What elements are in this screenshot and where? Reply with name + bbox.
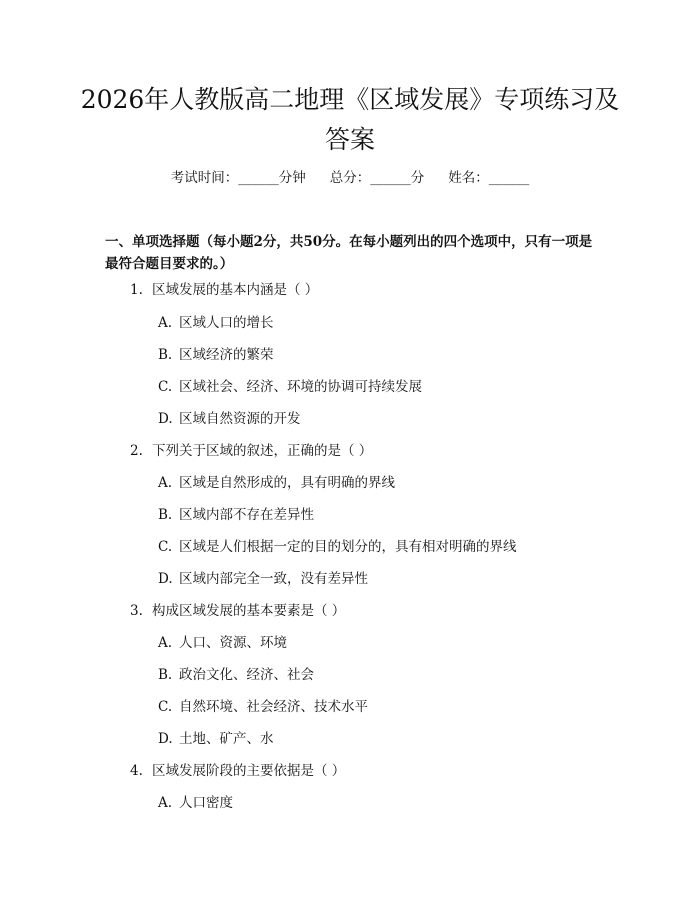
option-letter: D.	[158, 731, 173, 747]
question-2-stem	[130, 441, 372, 461]
option-letter: A.	[158, 315, 173, 331]
option-text: 区域人口的增长	[179, 315, 274, 331]
question-text: 区域发展的基本内涵是（ ）	[152, 282, 319, 298]
question-2-option-d	[158, 569, 368, 589]
question-1-stem	[130, 280, 318, 300]
option-text: 区域内部不存在差异性	[179, 507, 314, 523]
option-letter: B.	[158, 667, 173, 683]
student-name-blank: ______	[488, 170, 530, 186]
option-letter: B.	[158, 507, 173, 523]
question-text: 下列关于区域的叙述，正确的是（ ）	[152, 443, 373, 459]
page-title: 2026年人教版高二地理《区域发展》专项练习及答案	[80, 85, 620, 154]
total-score-label: 总分：	[329, 170, 371, 186]
question-3-option-d	[158, 729, 274, 749]
option-letter: A.	[158, 795, 173, 811]
option-letter: C.	[158, 539, 173, 555]
question-3-option-a	[158, 633, 287, 653]
option-text: 区域是自然形成的，具有明确的界线	[179, 475, 395, 491]
exam-info-line	[0, 168, 700, 188]
exam-time-label: 考试时间：	[170, 170, 239, 186]
option-text: 自然环境、社会经济、技术水平	[179, 699, 368, 715]
option-text: 区域社会、经济、环境的协调可持续发展	[179, 379, 422, 395]
option-letter: A.	[158, 475, 173, 491]
option-text: 区域经济的繁荣	[179, 347, 274, 363]
option-text: 区域内部完全一致，没有差异性	[179, 571, 368, 587]
question-2-option-c	[158, 537, 517, 557]
question-1-option-a	[158, 313, 274, 333]
question-1-option-b	[158, 345, 274, 365]
option-letter: D.	[158, 411, 173, 427]
question-3-option-b	[158, 665, 314, 685]
option-letter: A.	[158, 635, 173, 651]
question-text: 构成区域发展的基本要素是（ ）	[152, 603, 346, 619]
question-1-option-c	[158, 377, 422, 397]
question-text: 区域发展阶段的主要依据是（ ）	[152, 763, 346, 779]
question-2-option-b	[158, 505, 314, 525]
total-score-blank: ______	[370, 170, 411, 186]
question-3-stem	[130, 601, 345, 621]
student-name-label: 姓名：	[448, 170, 489, 186]
option-letter: D.	[158, 571, 173, 587]
option-text: 人口、资源、环境	[179, 635, 287, 651]
question-number: 1.	[130, 282, 143, 298]
question-4-stem	[130, 761, 345, 781]
option-text: 政治文化、经济、社会	[179, 667, 314, 683]
option-text: 区域是人们根据一定的目的划分的，具有相对明确的界线	[179, 539, 517, 555]
question-1-option-d	[158, 409, 301, 429]
exam-time-blank: ______	[238, 170, 279, 186]
question-number: 2.	[130, 443, 143, 459]
option-letter: C.	[158, 699, 173, 715]
option-text: 土地、矿产、水	[179, 731, 274, 747]
total-score-unit: 分	[410, 170, 425, 186]
option-letter: B.	[158, 347, 173, 363]
exam-time-unit: 分钟	[278, 170, 306, 186]
question-3-option-c	[158, 697, 368, 717]
option-text: 人口密度	[179, 795, 233, 811]
option-letter: C.	[158, 379, 173, 395]
question-4-option-a	[158, 793, 233, 813]
question-number: 3.	[130, 603, 143, 619]
section-heading-single-choice: 一、单项选择题（每小题2分，共50分。在每小题列出的四个选项中，只有一项是最符合题目要求的。）	[105, 234, 593, 272]
question-number: 4.	[130, 763, 143, 779]
option-text: 区域自然资源的开发	[179, 411, 301, 427]
question-2-option-a	[158, 473, 395, 493]
